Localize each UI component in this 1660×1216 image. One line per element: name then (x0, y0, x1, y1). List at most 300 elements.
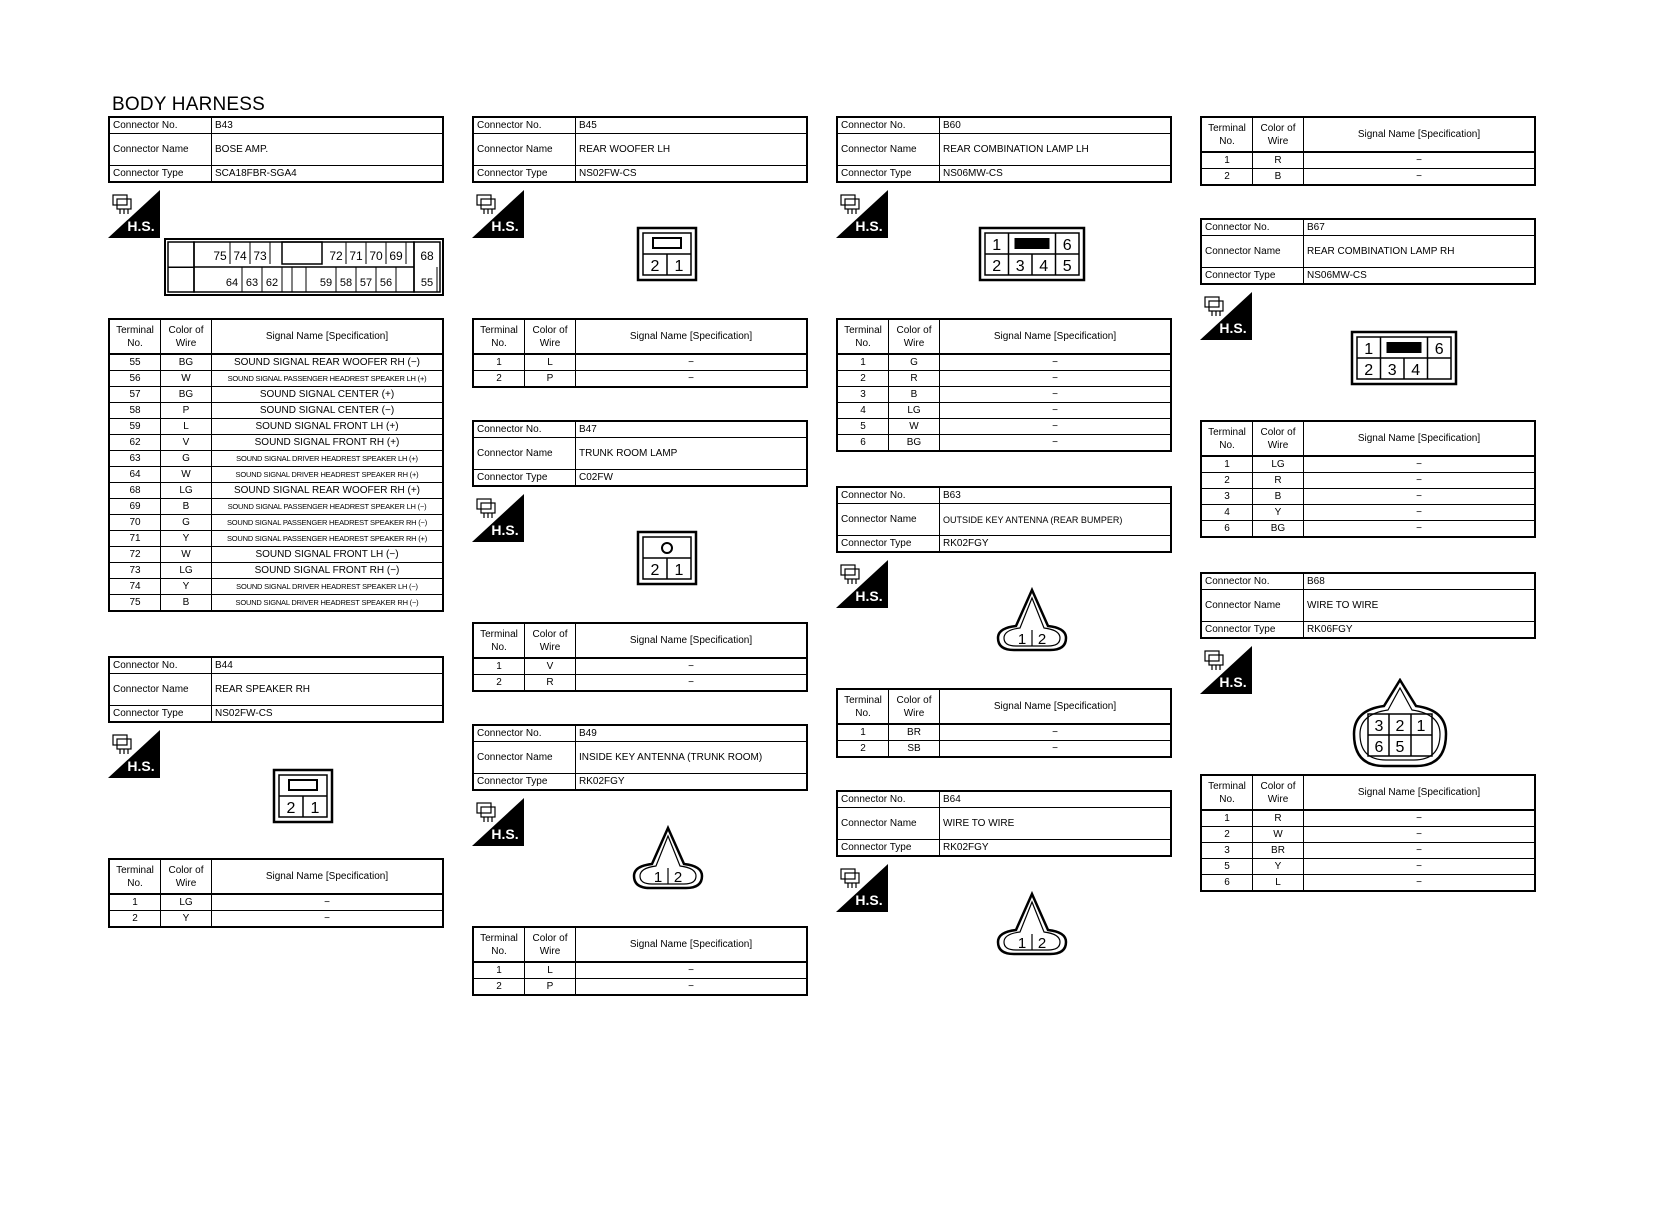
connector-no-value: B64 (940, 791, 1172, 808)
signal-cell: SOUND SIGNAL DRIVER HEADREST SPEAKER RH (+) (212, 467, 444, 483)
connector-name-value: REAR COMBINATION LAMP LH (940, 134, 1172, 166)
hs-label: H.S. (1219, 320, 1247, 336)
signal-cell: − (576, 658, 808, 675)
wire-color-cell: B (1253, 169, 1304, 186)
terminal-cell: 2 (473, 979, 525, 996)
table-row (109, 563, 443, 579)
terminal-cell: 75 (109, 595, 161, 612)
pin-number: 63 (245, 277, 259, 289)
header-terminal: Terminal No. (473, 623, 525, 658)
label-connector-name: Connector Name (837, 808, 940, 840)
table-row (837, 403, 1171, 419)
table-row (1201, 489, 1535, 505)
signal-cell: − (576, 371, 808, 388)
pin-number: 6 (1374, 739, 1384, 756)
harness-side-icon (836, 560, 888, 608)
signal-cell: − (1304, 152, 1536, 169)
table-row (1201, 169, 1535, 186)
header-signal: Signal Name [Specification] (1304, 117, 1536, 152)
wire-color-cell: R (1253, 473, 1304, 489)
terminal-cell: 3 (1201, 843, 1253, 859)
terminal-cell: 2 (473, 675, 525, 692)
signal-cell: − (940, 403, 1172, 419)
label-connector-no: Connector No. (109, 117, 212, 134)
table-row (109, 579, 443, 595)
signal-cell: SOUND SIGNAL FRONT RH (−) (212, 563, 444, 579)
terminal-cell: 6 (1201, 875, 1253, 892)
wire-color-cell: V (525, 658, 576, 675)
label-connector-name: Connector Name (1201, 236, 1304, 268)
connector-header-b64 (836, 790, 1172, 857)
connector-no-value: B49 (576, 725, 808, 742)
signal-cell: SOUND SIGNAL DRIVER HEADREST SPEAKER RH (−) (212, 595, 444, 612)
label-connector-no: Connector No. (837, 791, 940, 808)
wire-color-cell: V (161, 435, 212, 451)
connector-face-b64 (994, 890, 1070, 960)
hs-label: H.S. (491, 218, 519, 234)
signal-cell: − (576, 979, 808, 996)
hs-label: H.S. (127, 758, 155, 774)
hs-label: H.S. (855, 588, 883, 604)
hs-label: H.S. (1219, 674, 1247, 690)
header-terminal: Terminal No. (109, 859, 161, 894)
signal-cell: SOUND SIGNAL REAR WOOFER RH (−) (212, 354, 444, 371)
terminal-cell: 57 (109, 387, 161, 403)
terminal-cell: 59 (109, 419, 161, 435)
label-connector-name: Connector Name (1201, 590, 1304, 622)
harness-side-icon (836, 864, 888, 912)
harness-side-icon (108, 730, 160, 778)
wire-color-cell: P (525, 371, 576, 388)
table-row (1201, 859, 1535, 875)
terminal-cell: 2 (1201, 827, 1253, 843)
table-row (109, 499, 443, 515)
pin-number: 1 (674, 258, 684, 275)
wire-color-cell: Y (161, 579, 212, 595)
terminal-cell: 2 (837, 741, 889, 758)
table-row (1201, 521, 1535, 538)
wire-color-cell: LG (889, 403, 940, 419)
table-row (473, 371, 807, 388)
signal-cell: − (1304, 505, 1536, 521)
pin-number: 57 (359, 277, 373, 289)
wire-color-cell: Y (161, 911, 212, 928)
pin-number: 64 (225, 277, 239, 289)
header-terminal: Terminal No. (1201, 421, 1253, 456)
label-connector-type: Connector Type (1201, 622, 1304, 639)
signal-cell: SOUND SIGNAL PASSENGER HEADREST SPEAKER LH (−) (212, 499, 444, 515)
connector-face-b44 (272, 768, 334, 824)
terminal-cell: 71 (109, 531, 161, 547)
pin-number: 5 (1062, 258, 1072, 275)
terminal-cell: 70 (109, 515, 161, 531)
pin-number: 1 (1364, 341, 1374, 358)
header-signal: Signal Name [Specification] (212, 859, 444, 894)
table-row (473, 979, 807, 996)
terminal-table-b45 (472, 318, 808, 388)
table-row (837, 354, 1171, 371)
pin-number: 2 (992, 258, 1002, 275)
terminal-cell: 2 (109, 911, 161, 928)
pin-number: 73 (253, 249, 267, 263)
wire-color-cell: L (161, 419, 212, 435)
pin-number: 2 (1395, 718, 1405, 735)
terminal-cell: 2 (1201, 169, 1253, 186)
signal-cell: SOUND SIGNAL FRONT LH (−) (212, 547, 444, 563)
header-terminal: Terminal No. (109, 319, 161, 354)
connector-no-value: B60 (940, 117, 1172, 134)
header-signal: Signal Name [Specification] (212, 319, 444, 354)
label-connector-name: Connector Name (837, 134, 940, 166)
terminal-cell: 72 (109, 547, 161, 563)
terminal-cell: 3 (837, 387, 889, 403)
terminal-cell: 1 (1201, 152, 1253, 169)
header-color: Color of Wire (161, 859, 212, 894)
pin-number: 6 (1434, 341, 1444, 358)
connector-no-value: B45 (576, 117, 808, 134)
connector-type-value: NS06MW-CS (1304, 268, 1536, 285)
signal-cell: − (1304, 169, 1536, 186)
signal-cell: − (1304, 827, 1536, 843)
pin-number: 2 (1364, 362, 1374, 379)
connector-type-value: RK02FGY (940, 840, 1172, 857)
wire-color-cell: R (1253, 810, 1304, 827)
table-row (473, 962, 807, 979)
label-connector-no: Connector No. (1201, 219, 1304, 236)
wire-color-cell: W (161, 467, 212, 483)
wire-color-cell: L (525, 354, 576, 371)
wire-color-cell: G (889, 354, 940, 371)
header-terminal: Terminal No. (837, 319, 889, 354)
terminal-cell: 56 (109, 371, 161, 387)
table-row (837, 371, 1171, 387)
hs-label: H.S. (127, 218, 155, 234)
table-row (1201, 456, 1535, 473)
wire-color-cell: BR (1253, 843, 1304, 859)
connector-face-b45 (636, 226, 698, 282)
signal-cell: − (1304, 473, 1536, 489)
hs-label: H.S. (855, 892, 883, 908)
harness-side-icon (108, 190, 160, 238)
pin-number: 2 (650, 562, 660, 579)
terminal-cell: 55 (109, 354, 161, 371)
connector-no-value: B44 (212, 657, 444, 674)
header-color: Color of Wire (889, 319, 940, 354)
terminal-cell: 1 (1201, 456, 1253, 473)
connector-header-b63 (836, 486, 1172, 553)
terminal-cell: 6 (1201, 521, 1253, 538)
pin-number: 3 (1374, 718, 1384, 735)
terminal-cell: 1 (473, 962, 525, 979)
header-terminal: Terminal No. (1201, 775, 1253, 810)
wire-color-cell: BG (161, 354, 212, 371)
signal-cell: − (576, 675, 808, 692)
pin-number: 62 (265, 277, 279, 289)
pin-number: 5 (1395, 739, 1405, 756)
signal-cell: SOUND SIGNAL PASSENGER HEADREST SPEAKER LH (+) (212, 371, 444, 387)
label-connector-type: Connector Type (473, 774, 576, 791)
table-row (109, 531, 443, 547)
pin-number: 1 (1017, 935, 1027, 952)
connector-header-b68 (1200, 572, 1536, 639)
label-connector-name: Connector Name (109, 674, 212, 706)
connector-header-b67 (1200, 218, 1536, 285)
wire-color-cell: Y (161, 531, 212, 547)
pin-number: 69 (389, 249, 403, 263)
harness-side-icon (472, 798, 524, 846)
pin-number: 56 (379, 277, 393, 289)
terminal-cell: 63 (109, 451, 161, 467)
header-color: Color of Wire (525, 319, 576, 354)
wire-color-cell: R (525, 675, 576, 692)
wire-color-cell: B (889, 387, 940, 403)
connector-face-b63 (994, 586, 1070, 656)
wire-color-cell: Y (1253, 859, 1304, 875)
wire-color-cell: L (525, 962, 576, 979)
label-connector-type: Connector Type (473, 166, 576, 183)
connector-type-value: NS06MW-CS (940, 166, 1172, 183)
label-connector-no: Connector No. (837, 117, 940, 134)
signal-cell: SOUND SIGNAL REAR WOOFER RH (+) (212, 483, 444, 499)
header-color: Color of Wire (1253, 117, 1304, 152)
label-connector-name: Connector Name (109, 134, 212, 166)
pin-number: 1 (1017, 631, 1027, 648)
signal-cell: SOUND SIGNAL DRIVER HEADREST SPEAKER LH (+) (212, 451, 444, 467)
table-row (1201, 843, 1535, 859)
header-signal: Signal Name [Specification] (940, 319, 1172, 354)
terminal-cell: 1 (473, 354, 525, 371)
pin-number: 74 (233, 249, 247, 263)
terminal-cell: 5 (1201, 859, 1253, 875)
connector-face-b43 (164, 238, 444, 296)
harness-side-icon (472, 190, 524, 238)
label-connector-type: Connector Type (837, 166, 940, 183)
table-row (837, 419, 1171, 435)
header-color: Color of Wire (161, 319, 212, 354)
terminal-cell: 69 (109, 499, 161, 515)
terminal-cell: 74 (109, 579, 161, 595)
signal-cell: − (940, 419, 1172, 435)
signal-cell: − (940, 371, 1172, 387)
pin-number: 1 (653, 869, 663, 886)
table-row (837, 387, 1171, 403)
pin-number: 2 (1037, 631, 1047, 648)
table-row (109, 467, 443, 483)
pin-number: 71 (349, 249, 363, 263)
signal-cell: − (212, 911, 444, 928)
connector-face-b47 (636, 530, 698, 586)
terminal-cell: 73 (109, 563, 161, 579)
wire-color-cell: BR (889, 724, 940, 741)
pin-number: 1 (674, 562, 684, 579)
wire-color-cell: G (161, 515, 212, 531)
table-row (109, 354, 443, 371)
label-connector-type: Connector Type (109, 706, 212, 723)
header-color: Color of Wire (889, 689, 940, 724)
header-color: Color of Wire (1253, 775, 1304, 810)
signal-cell: SOUND SIGNAL DRIVER HEADREST SPEAKER LH (−) (212, 579, 444, 595)
terminal-cell: 1 (473, 658, 525, 675)
terminal-cell: 6 (837, 435, 889, 452)
connector-type-value: RK02FGY (576, 774, 808, 791)
label-connector-no: Connector No. (473, 725, 576, 742)
header-signal: Signal Name [Specification] (576, 623, 808, 658)
table-row (837, 741, 1171, 758)
table-row (109, 547, 443, 563)
wire-color-cell: P (161, 403, 212, 419)
connector-no-value: B43 (212, 117, 444, 134)
wire-color-cell: G (161, 451, 212, 467)
label-connector-name: Connector Name (473, 134, 576, 166)
signal-cell: SOUND SIGNAL CENTER (−) (212, 403, 444, 419)
pin-number: 1 (992, 237, 1002, 254)
label-connector-type: Connector Type (109, 166, 212, 183)
signal-cell: − (940, 724, 1172, 741)
wire-color-cell: BG (889, 435, 940, 452)
connector-no-value: B47 (576, 421, 808, 438)
terminal-cell: 64 (109, 467, 161, 483)
wire-color-cell: BG (1253, 521, 1304, 538)
table-row (473, 658, 807, 675)
pin-number: 2 (286, 800, 296, 817)
label-connector-type: Connector Type (837, 536, 940, 553)
terminal-cell: 2 (837, 371, 889, 387)
wire-color-cell: L (1253, 875, 1304, 892)
signal-cell: − (576, 962, 808, 979)
pin-number: 75 (213, 249, 227, 263)
header-signal: Signal Name [Specification] (940, 689, 1172, 724)
terminal-cell: 4 (837, 403, 889, 419)
wire-color-cell: BG (161, 387, 212, 403)
label-connector-type: Connector Type (837, 840, 940, 857)
terminal-table-b47 (472, 622, 808, 692)
connector-name-value: INSIDE KEY ANTENNA (TRUNK ROOM) (576, 742, 808, 774)
table-row (473, 354, 807, 371)
table-row (109, 483, 443, 499)
wire-color-cell: P (525, 979, 576, 996)
terminal-cell: 5 (837, 419, 889, 435)
label-connector-type: Connector Type (473, 470, 576, 487)
signal-cell: − (1304, 843, 1536, 859)
wire-color-cell: W (161, 371, 212, 387)
pin-number: 2 (650, 258, 660, 275)
connector-header-b60 (836, 116, 1172, 183)
wire-color-cell: R (1253, 152, 1304, 169)
terminal-cell: 68 (109, 483, 161, 499)
signal-cell: − (1304, 875, 1536, 892)
connector-name-value: REAR SPEAKER RH (212, 674, 444, 706)
terminal-table-b49 (472, 926, 808, 996)
pin-number: 68 (420, 249, 434, 263)
wire-color-cell: LG (161, 894, 212, 911)
table-row (109, 435, 443, 451)
harness-side-icon (472, 494, 524, 542)
connector-name-value: WIRE TO WIRE (1304, 590, 1536, 622)
table-row (109, 515, 443, 531)
label-connector-no: Connector No. (473, 421, 576, 438)
header-signal: Signal Name [Specification] (1304, 421, 1536, 456)
label-connector-name: Connector Name (837, 504, 940, 536)
connector-header-b49 (472, 724, 808, 791)
terminal-cell: 1 (837, 354, 889, 371)
header-color: Color of Wire (525, 623, 576, 658)
pin-number: 70 (369, 249, 383, 263)
wire-color-cell: SB (889, 741, 940, 758)
terminal-table-b44 (108, 858, 444, 928)
terminal-cell: 62 (109, 435, 161, 451)
terminal-table-b63 (836, 688, 1172, 758)
terminal-cell: 2 (1201, 473, 1253, 489)
label-connector-no: Connector No. (837, 487, 940, 504)
table-row (1201, 505, 1535, 521)
connector-face-b49 (630, 824, 706, 894)
harness-side-icon (1200, 292, 1252, 340)
pin-number: 58 (339, 277, 353, 289)
connector-no-value: B63 (940, 487, 1172, 504)
header-terminal: Terminal No. (1201, 117, 1253, 152)
label-connector-no: Connector No. (1201, 573, 1304, 590)
terminal-cell: 4 (1201, 505, 1253, 521)
table-row (109, 419, 443, 435)
label-connector-no: Connector No. (109, 657, 212, 674)
signal-cell: − (940, 435, 1172, 452)
signal-cell: SOUND SIGNAL PASSENGER HEADREST SPEAKER RH (−) (212, 515, 444, 531)
wire-color-cell: W (889, 419, 940, 435)
signal-cell: − (940, 387, 1172, 403)
signal-cell: − (576, 354, 808, 371)
pin-number: 4 (1411, 362, 1421, 379)
pin-number: 72 (329, 249, 343, 263)
signal-cell: − (1304, 521, 1536, 538)
pin-number: 6 (1062, 237, 1072, 254)
pin-number: 1 (310, 800, 320, 817)
connector-face-b68 (1350, 678, 1450, 770)
connector-name-value: REAR WOOFER LH (576, 134, 808, 166)
pin-number: 2 (673, 869, 683, 886)
terminal-table-b43 (108, 318, 444, 612)
signal-cell: SOUND SIGNAL FRONT LH (+) (212, 419, 444, 435)
table-row (1201, 827, 1535, 843)
terminal-cell: 58 (109, 403, 161, 419)
wire-color-cell: Y (1253, 505, 1304, 521)
connector-type-value: C02FW (576, 470, 808, 487)
terminal-table-b64 (1200, 116, 1536, 186)
header-signal: Signal Name [Specification] (1304, 775, 1536, 810)
wire-color-cell: W (161, 547, 212, 563)
connector-no-value: B68 (1304, 573, 1536, 590)
pin-number: 2 (1037, 935, 1047, 952)
wire-color-cell: B (161, 595, 212, 612)
terminal-cell: 1 (837, 724, 889, 741)
table-row (1201, 810, 1535, 827)
signal-cell: − (940, 741, 1172, 758)
connector-header-b45 (472, 116, 808, 183)
table-row (1201, 473, 1535, 489)
connector-name-value: REAR COMBINATION LAMP RH (1304, 236, 1536, 268)
table-row (109, 371, 443, 387)
label-connector-name: Connector Name (473, 438, 576, 470)
header-signal: Signal Name [Specification] (576, 319, 808, 354)
signal-cell: SOUND SIGNAL PASSENGER HEADREST SPEAKER RH (+) (212, 531, 444, 547)
pin-number: 55 (420, 277, 434, 289)
wire-color-cell: W (1253, 827, 1304, 843)
table-row (109, 387, 443, 403)
label-connector-name: Connector Name (473, 742, 576, 774)
terminal-table-b60 (836, 318, 1172, 452)
label-connector-type: Connector Type (1201, 268, 1304, 285)
connector-type-value: RK06FGY (1304, 622, 1536, 639)
connector-type-value: RK02FGY (940, 536, 1172, 553)
